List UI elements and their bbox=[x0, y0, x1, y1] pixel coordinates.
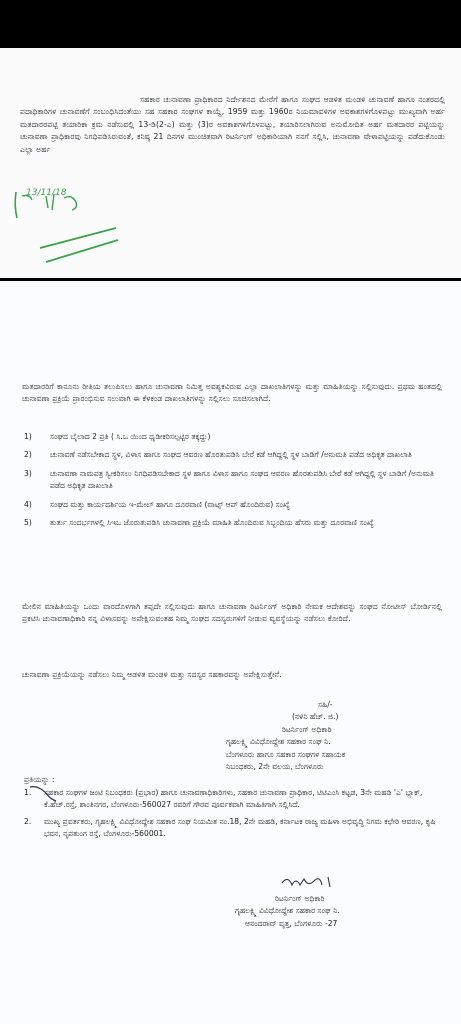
signatory-org-3: ಗೃಹಲಕ್ಷ್ಮಿ ವಿವಿಧೋದ್ದೇಶ ಸಹಕಾರ ಸಂಘ ನಿ. bbox=[235, 906, 340, 916]
list-item: 2) ಚುನಾವಣೆ ನಡೆಸಬೇಕಾದ ಸ್ಥಳ, ವಿಳಾಸ ಹಾಗೂ ಸಂಘದ ಆವರಣ ಹೊರತುಪಡಿಸಿ ಬೇರೆ ಕಡೆ ಆಗಿದ್ದಲ್ಲಿ ಸ್ಥಳ ಬಾಡಿಗೆ /ಅನುಮತಿ ಪಡೆದ ಅಧಿಕೃತ ದಾಖಲಾತಿ bbox=[24, 450, 412, 460]
cooperation-paragraph: ಚುನಾವಣಾ ಪ್ರಕ್ರಿಯೆಯನ್ನು ನಡೆಸಲು ನಿಮ್ಮ ಆಡಳಿತ ಮಂಡಳಿ ಮತ್ತು ಸದಸ್ಯರ ಸಹಕಾರವನ್ನು ಅಪೇಕ್ಷಿಸುತ್ತೇನೆ. bbox=[22, 670, 282, 679]
signatory-org-2: ಬೆಂಗಳೂರು ಹಾಗೂ ಸಹಕಾರ ಸಂಘಗಳ ಸಹಾಯಕ bbox=[226, 749, 346, 759]
list-item: 4) ಸಂಘದ ಮತ್ತು ಕಾರ್ಯದರ್ಶಿಯ ಇ-ಮೇಲ್ ಹಾಗೂ ದೂರವಾಣಿ (ವಾಟ್ಸ್ ಆಪ್ ಹೊಂದಿರುವ) ಸಂಖ್ಯೆ bbox=[24, 499, 290, 509]
top-black-bar bbox=[0, 0, 461, 48]
green-initials-signature bbox=[6, 188, 126, 272]
list-item: 2. ಮುಖ್ಯ ಪ್ರವರ್ತಕರು, ಗೃಹಲಕ್ಷ್ಮಿ ವಿವಿಧೋದ್ದೇಶ ಸಹಕಾರ ಸಂಘ ನಿಯಮಿತ ನಂ.18, 2ನೇ ಮಹಡಿ, ಕರ್ನಾಟಕ ರಾಜ್ಯ ಮಹಿಳಾ ಅಭಿವೃದ್ಧಿ ನಿಗಮ ಕಛೇರಿ ಆವರಣ, ಕೃಷಿ ಭವನ, ನೃಪತುಂಗ ರಸ್ತೆ, ಬೆಂಗಳೂರು-560001. bbox=[24, 816, 436, 839]
intro-paragraph: ಮತದಾರರಿಗೆ ಕಾನೂನು ರೀತಿಯ ತಲುಪಿಸಲು ಹಾಗೂ ಚುನಾವಣಾ ನಿಮಿತ್ತ ಅವಶ್ಯಕವಿರುವ ಎಲ್ಲಾ ದಾಖಲಾತಿಗಳನ್ನು ಮತ್ತು ಮಾಹಿತಿಯನ್ನು ಸಲ್ಲಿಸುವುದು. ಪ್ರಥಮ ಹಂತದಲ್ಲಿ ಚುನಾವಣಾ ಪ್ರಕ್ರಿಯೆ ಪ್ರಾರಂಭಿಸುವ ಸಲುವಾಗಿ ಈ ಕೆಳಕಂಡ ದಾಖಲಾತಿಗಳನ್ನು ಸಲ್ಲಿಸಲು ಸೂಚಿಸಲಾಗಿದೆ. bbox=[22, 382, 442, 404]
page1-paragraph-text: ಸಹಕಾರ ಚುನಾವಣಾ ಪ್ರಾಧಿಕಾರದ ನಿರ್ದೇಶನದ ಮೇರೆಗೆ ಹಾಗೂ ಸಂಘದ ಆಡಳಿತ ಮಂಡಳಿ ಚುನಾವಣೆ ಹಾಗೂ ನಂತರದಲ್ಲಿ ಪದಾಧಿಕಾರಿಗಳ ಚುನಾವಣೆಗೆ ಸಂಬಂಧಿಸಿದಂತೆಯು ಸಹ ಸಹಕಾರ ಸಂಘಗಳ ಕಾಯ್ದೆ, 1959 ಮತ್ತು 1960ರ ನಿಯಮಾವಳಿಗಳ ಅವಕಾಶಗಳಿಗೊಳಪಟ್ಟು ಮುಖ್ಯವಾಗಿ ಅರ್ಹ ಮತದಾರರಪಟ್ಟಿ ತಯಾರಿಕಾ ಕ್ರಮ ನಡೆಸುವಲ್ಲಿ 13-ಡಿ(2-ಎ) ಮತ್ತು (3)ರ ಅವಕಾಶಗಳಿಗೊಳಪಟ್ಟು, ತಯಾರಿಸಲಾಗಿರುವ ಅನುಮೋದಿತ ಅರ್ಹ ಮತದಾರರ ಪಟ್ಟಿಯನ್ನು ಚುನಾವಣಾ ಪ್ರಾಧಿಕಾರವು ನಿಗಧಿಪಡಿಸಿರುವಂತೆ, ಕನಿಷ್ಠ 21 ದಿನಗಳ ಮುಂಚಿತವಾಗಿ ರಿಟರ್ನಿಂಗ್ ಅಧಿಕಾರಿಯಾಗಿ ನನಗೆ ಸಲ್ಲಿಸಿ, ಚುನಾವಣಾ ವೇಳಾಪಟ್ಟಿಯನ್ನು ಪಡೆದುಕೊಂಡು ಎಲ್ಲಾ ಅರ್ಹ bbox=[20, 95, 445, 154]
list-item: 1) ಸಂಘದ ಬೈಲಾದ 2 ಪ್ರತಿ ( ಸಿ.ಒ ಯಿಂದ ಧೃಡೀಕರಿಸಲ್ಪಟ್ಟಿರ ತಕ್ಕದ್ದು) bbox=[24, 432, 211, 441]
signatory-address: ಆನಂದರಾವ್ ವೃತ್ತ, ಬೆಂಗಳೂರು -27 bbox=[245, 918, 338, 928]
initials-text: 13/11/18 bbox=[26, 188, 67, 198]
copies-list bbox=[24, 787, 442, 845]
signature-block-2 bbox=[235, 893, 455, 930]
handwritten-signature bbox=[278, 873, 338, 891]
signatory-title: ರಿಟರ್ನಿಂಗ್ ಅಧಿಕಾರಿ bbox=[282, 724, 332, 734]
list-item: 5) ತುರ್ತು ಸಂದರ್ಭಗಳಲ್ಲಿ ಸಿಇಒ ಜೊರುತುಪಡಿಸಿ ಚುನಾವಣಾ ಪ್ರಕ್ರಿಯೆ ಮಾಹಿತಿ ಹೊಂದಿರುವ ಸಿಬ್ಬಂದಿಯ ಹೆಸರು ಮತ್ತು ದೂರವಾಣಿ ಸಂಖ್ಯೆ bbox=[24, 518, 374, 528]
list-item: 1. ಸಹಕಾರ ಸಂಘಗಳ ಜಂಟಿ ನಿಬಂಧಕರು (ಪ್ರಭಾರ) ಹಾಗೂ ಚುನಾವಣಾಧಿಕಾರಿಗಳು, ಸಹಕಾರ ಚುನಾವಣಾ ಪ್ರಾಧಿಕಾರ, ಟಿಟಿಎಂಸಿ ಕಟ್ಟಡ, 3ನೇ ಮಹಡಿ 'ಎ' ಬ್ಲಾಕ್, ಕೆ.ಹೆಚ್.ರಸ್ತೆ, ಶಾಂತಿನಗರ, ಬೆಂಗಳೂರು-560027 ರವರಿಗೆ ಗೌರವ ಪೂರ್ವಕವಾಗಿ ಮಾಹಿತಿಗಾಗಿ ಸಲ್ಲಿಸಿದೆ. bbox=[24, 788, 423, 810]
signatory-org: ಗೃಹಲಕ್ಷ್ಮಿ ವಿವಿಧೋದ್ದೇಶ ಸಹಕಾರ ಸಂಘ ನಿ. bbox=[226, 737, 331, 747]
signatory-title-2: ರಿಟರ್ನಿಂಗ್ ಅಧಿಕಾರಿ bbox=[275, 894, 325, 903]
page-two bbox=[0, 281, 461, 1024]
page-one bbox=[0, 48, 461, 278]
document-checklist bbox=[22, 431, 440, 535]
list-item: 3) ಚುನಾವಣಾ ನಾಮಪತ್ರ ಸ್ವೀಕರಿಸಲು ನಿಗಧಿಪಡಿಸಬೇಕಾದ ಸ್ಥಳ ಹಾಗೂ ವಿಳಾಸ ಹಾಗೂ ಸಂಘದ ಆವರಣ ಹೊರತುಪಡಿಸಿ ಬೇರೆ ಕಡೆ ಆಗಿದ್ದಲ್ಲಿ ಸ್ಥಳ ಬಾಡಿಗೆ /ಅನುಮತಿ ಪಡೆದ ಅಧಿಕೃತ ದಾಖಲಾತಿ bbox=[24, 468, 434, 491]
signature-block bbox=[226, 699, 452, 773]
copies-heading: ಪ್ರತಿಯನ್ನು : bbox=[24, 775, 55, 784]
page1-paragraph bbox=[20, 94, 445, 156]
signatory-office: ನಿಬಂಧಕರು, 2ನೇ ವಲಯ, ಬೆಂಗಳೂರು bbox=[226, 762, 324, 772]
instruction-paragraph: ಮೇಲಿನ ಮಾಹಿತಿಯನ್ನು ಒಂದು ವಾರದೊಳಗಾಗಿ ತಪ್ಪದೇ ಸಲ್ಲಿಸುವುದು ಹಾಗೂ ಚುನಾವಣಾ ರಿಟರ್ನಿಂಗ್ ಅಧಿಕಾರಿ ನೇಮಕ ಆದೇಶವನ್ನು ಸಂಘದ ನೋಟೀಸ್ ಬೋರ್ಡಿನಲ್ಲಿ ಪ್ರಕಟಿಸಿ ಚುನಾವಣಾಧಿಕಾರಿ ನನ್ನ ವಿಳಾಸವನ್ನು ಅಪೇಕ್ಷಿಸುವಂತಹ ನಿಮ್ಮ ಸಂಘದ ಸದಸ್ಯರುಗಳಿಗೆ ನೀಡುವ ವ್ಯವಸ್ಥೆಯನ್ನು ನಡೆಸಲು ಕೋರಿದೆ. bbox=[22, 602, 442, 624]
signatory-name: (ನಳಿನಿ ಹೆಚ್. ಜಿ.) bbox=[292, 712, 339, 722]
signature-mark: ಸಹಿ/- bbox=[318, 700, 333, 709]
